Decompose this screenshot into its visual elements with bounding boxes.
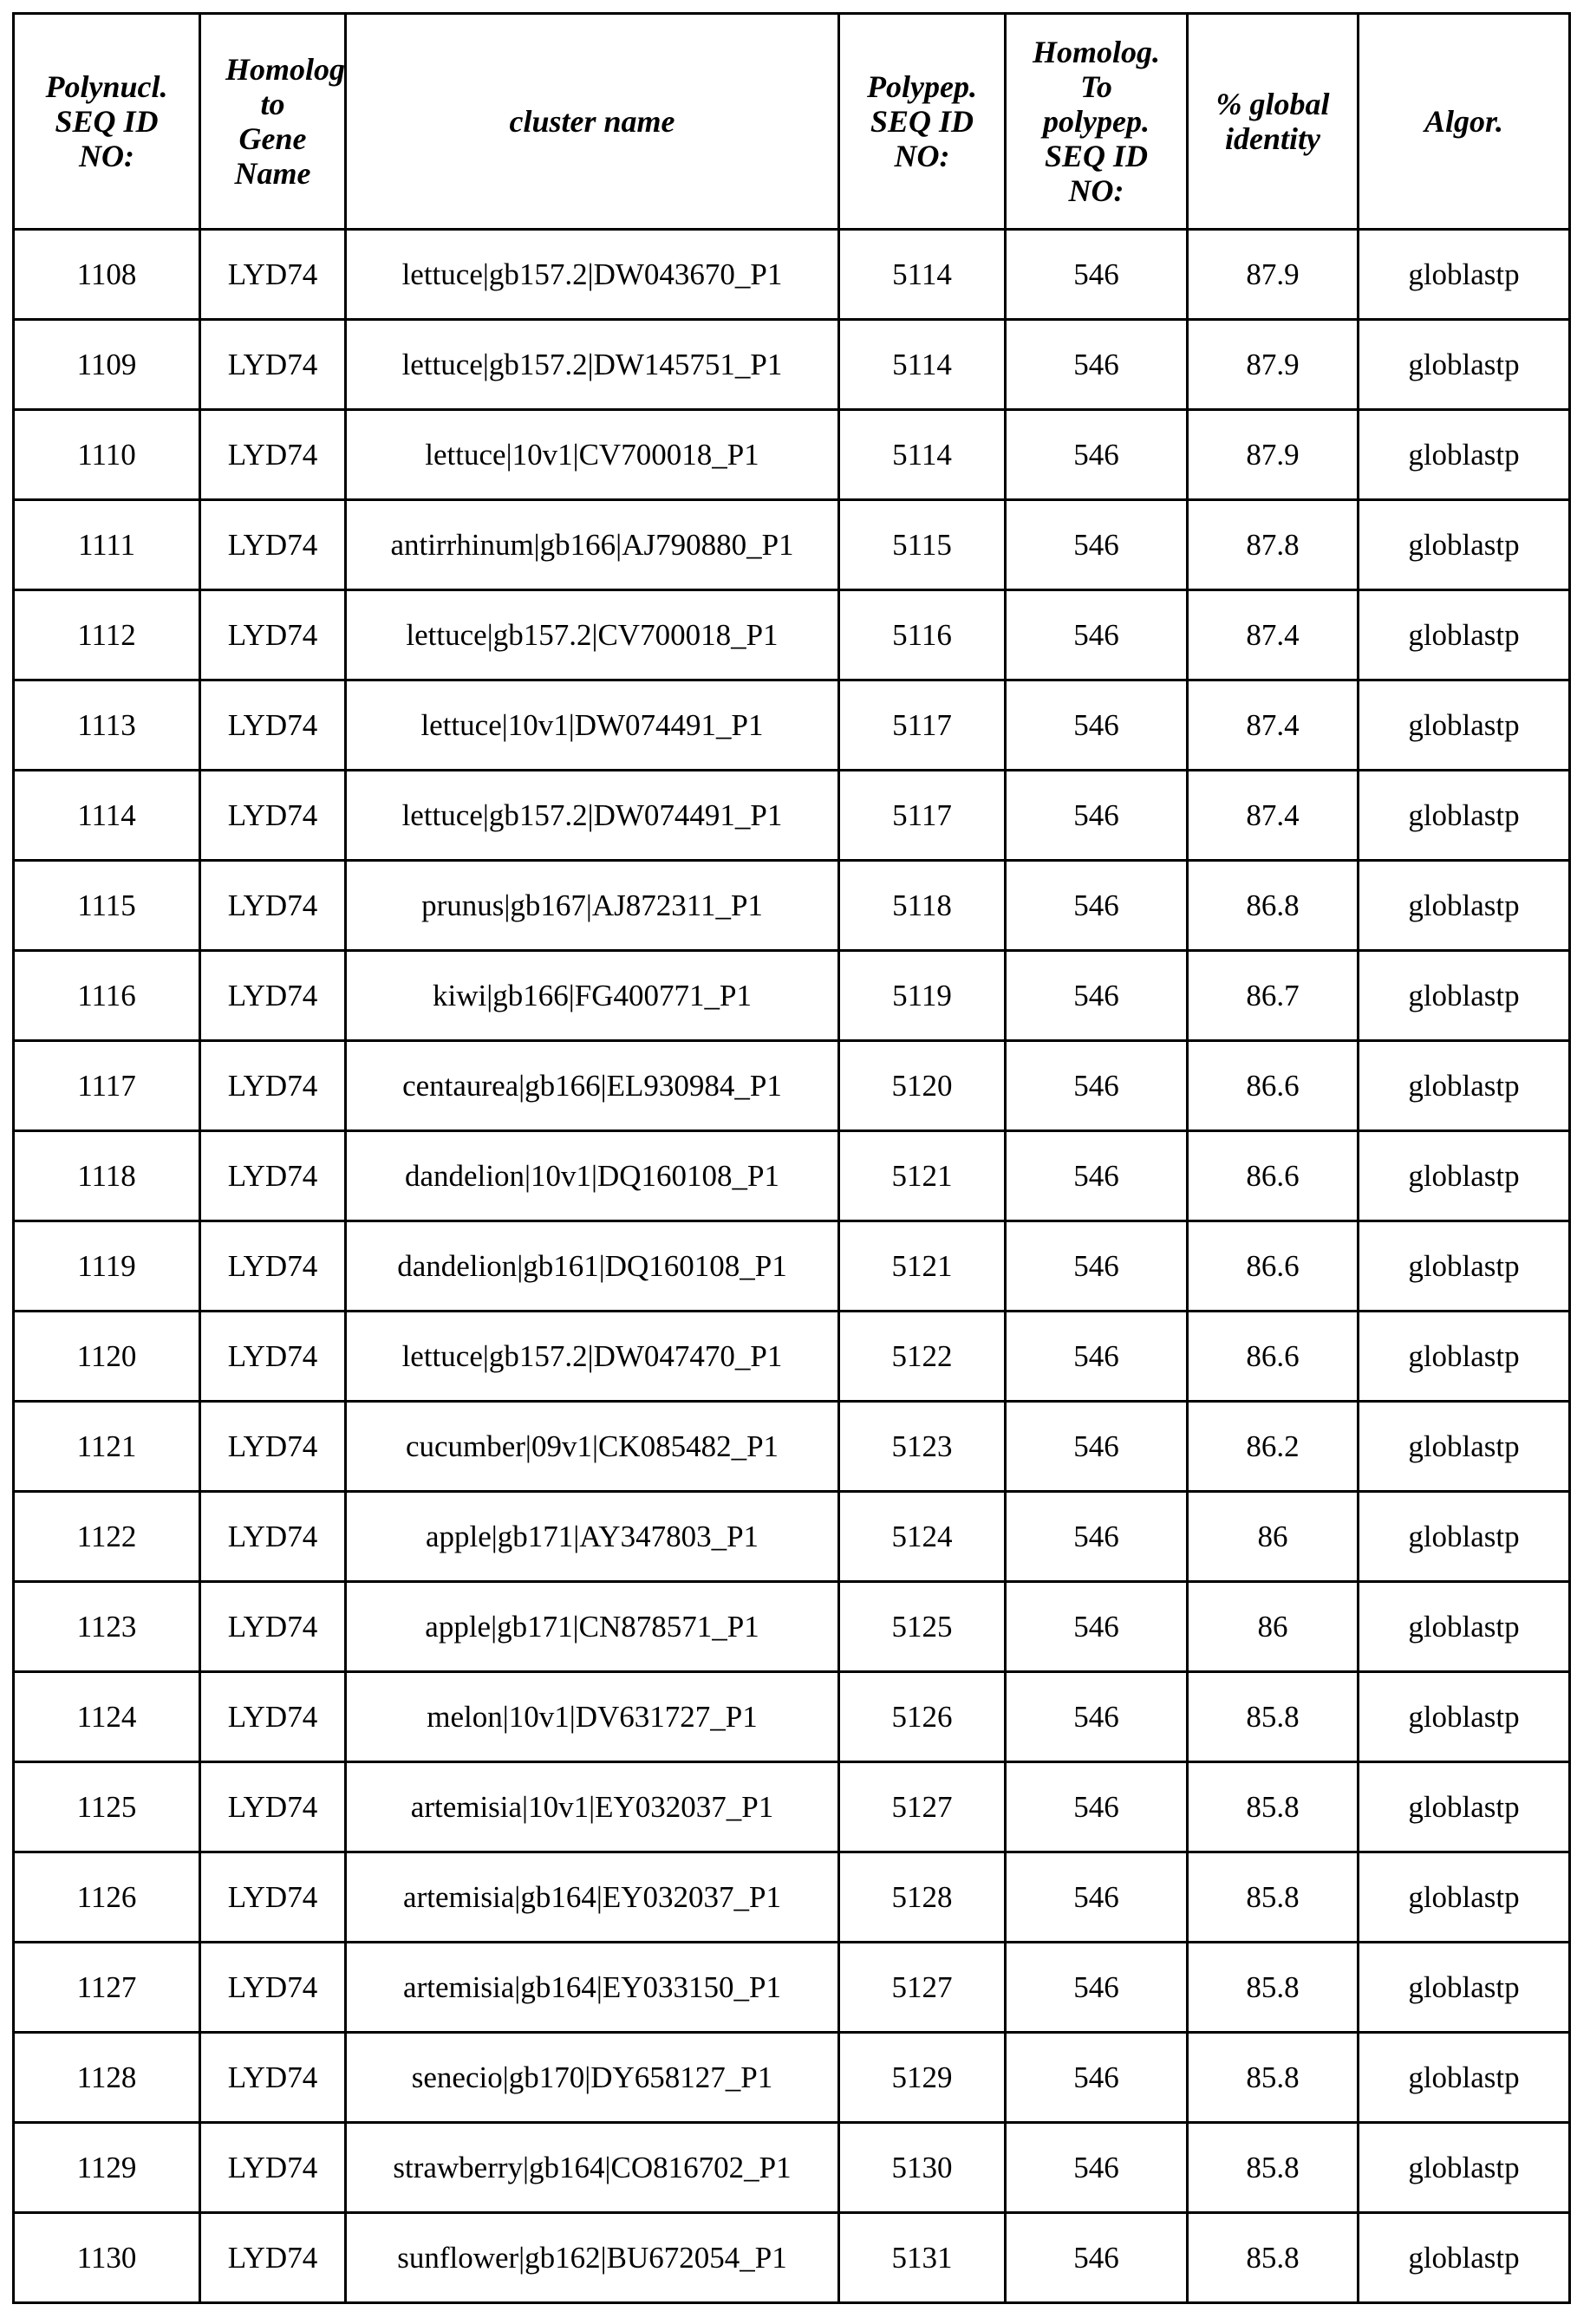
cell-polypeptide-seq-id: 5114: [839, 230, 1006, 320]
cell-cluster-name: lettuce|gb157.2|CV700018_P1: [346, 590, 839, 680]
cell-algorithm: globlastp: [1359, 1492, 1570, 1582]
header-global-identity: % global identity: [1188, 14, 1359, 230]
cell-algorithm: globlastp: [1359, 1312, 1570, 1402]
cell-gene-name: LYD74: [200, 230, 346, 320]
cell-polypeptide-seq-id: 5123: [839, 1402, 1006, 1492]
cell-polynucleotide-seq-id: 1117: [14, 1041, 200, 1131]
cell-algorithm: globlastp: [1359, 1762, 1570, 1852]
cell-polypeptide-seq-id: 5129: [839, 2033, 1006, 2123]
cell-cluster-name: lettuce|gb157.2|DW145751_P1: [346, 320, 839, 410]
cell-global-identity: 86.2: [1188, 1402, 1359, 1492]
cell-polynucleotide-seq-id: 1121: [14, 1402, 200, 1492]
cell-cluster-name: kiwi|gb166|FG400771_P1: [346, 951, 839, 1041]
cell-algorithm: globlastp: [1359, 500, 1570, 590]
cell-cluster-name: lettuce|10v1|DW074491_P1: [346, 680, 839, 771]
cell-polypeptide-seq-id: 5127: [839, 1762, 1006, 1852]
cell-polypeptide-seq-id: 5121: [839, 1221, 1006, 1312]
cell-polynucleotide-seq-id: 1119: [14, 1221, 200, 1312]
cell-global-identity: 86.6: [1188, 1131, 1359, 1221]
table-row: [14, 2213, 1570, 2303]
header-cluster-name: cluster name: [346, 14, 839, 230]
cell-algorithm: globlastp: [1359, 1131, 1570, 1221]
cell-gene-name: LYD74: [200, 1402, 346, 1492]
table-row: [14, 1672, 1570, 1762]
cell-global-identity: 86.7: [1188, 951, 1359, 1041]
cell-polypeptide-seq-id: 5121: [839, 1131, 1006, 1221]
cell-homolog-polypeptide-seq-id: 546: [1006, 1402, 1188, 1492]
cell-homolog-polypeptide-seq-id: 546: [1006, 951, 1188, 1041]
cell-gene-name: LYD74: [200, 320, 346, 410]
cell-polynucleotide-seq-id: 1125: [14, 1762, 200, 1852]
cell-polynucleotide-seq-id: 1128: [14, 2033, 200, 2123]
header-algorithm: Algor.: [1359, 14, 1570, 230]
homolog-table: [12, 12, 1571, 2304]
cell-global-identity: 85.8: [1188, 1762, 1359, 1852]
cell-algorithm: globlastp: [1359, 1943, 1570, 2033]
cell-cluster-name: lettuce|gb157.2|DW047470_P1: [346, 1312, 839, 1402]
table-row: [14, 2123, 1570, 2213]
cell-polypeptide-seq-id: 5127: [839, 1943, 1006, 2033]
cell-homolog-polypeptide-seq-id: 546: [1006, 861, 1188, 951]
cell-gene-name: LYD74: [200, 1943, 346, 2033]
cell-polynucleotide-seq-id: 1112: [14, 590, 200, 680]
cell-gene-name: LYD74: [200, 2213, 346, 2303]
cell-global-identity: 85.8: [1188, 2033, 1359, 2123]
cell-homolog-polypeptide-seq-id: 546: [1006, 500, 1188, 590]
cell-polynucleotide-seq-id: 1111: [14, 500, 200, 590]
cell-homolog-polypeptide-seq-id: 546: [1006, 680, 1188, 771]
table-row: [14, 1041, 1570, 1131]
cell-gene-name: LYD74: [200, 2033, 346, 2123]
cell-global-identity: 87.9: [1188, 410, 1359, 500]
cell-gene-name: LYD74: [200, 680, 346, 771]
table-row: [14, 500, 1570, 590]
cell-algorithm: globlastp: [1359, 861, 1570, 951]
cell-global-identity: 85.8: [1188, 2213, 1359, 2303]
cell-cluster-name: melon|10v1|DV631727_P1: [346, 1672, 839, 1762]
cell-global-identity: 87.9: [1188, 230, 1359, 320]
cell-cluster-name: dandelion|10v1|DQ160108_P1: [346, 1131, 839, 1221]
cell-algorithm: globlastp: [1359, 951, 1570, 1041]
cell-polypeptide-seq-id: 5128: [839, 1852, 1006, 1943]
header-homolog-polypeptide-seq-id: Homolog. To polypep. SEQ ID NO:: [1006, 14, 1188, 230]
cell-algorithm: globlastp: [1359, 2123, 1570, 2213]
cell-global-identity: 87.9: [1188, 320, 1359, 410]
cell-gene-name: LYD74: [200, 1221, 346, 1312]
cell-homolog-polypeptide-seq-id: 546: [1006, 1582, 1188, 1672]
table-row: [14, 1582, 1570, 1672]
cell-global-identity: 85.8: [1188, 1852, 1359, 1943]
cell-gene-name: LYD74: [200, 1762, 346, 1852]
cell-global-identity: 86.8: [1188, 861, 1359, 951]
cell-cluster-name: antirrhinum|gb166|AJ790880_P1: [346, 500, 839, 590]
cell-polynucleotide-seq-id: 1113: [14, 680, 200, 771]
cell-homolog-polypeptide-seq-id: 546: [1006, 1492, 1188, 1582]
cell-homolog-polypeptide-seq-id: 546: [1006, 1221, 1188, 1312]
cell-cluster-name: cucumber|09v1|CK085482_P1: [346, 1402, 839, 1492]
header-row: [14, 14, 1570, 230]
cell-homolog-polypeptide-seq-id: 546: [1006, 2123, 1188, 2213]
cell-cluster-name: apple|gb171|AY347803_P1: [346, 1492, 839, 1582]
table-row: [14, 680, 1570, 771]
cell-cluster-name: dandelion|gb161|DQ160108_P1: [346, 1221, 839, 1312]
cell-homolog-polypeptide-seq-id: 546: [1006, 1762, 1188, 1852]
cell-algorithm: globlastp: [1359, 1672, 1570, 1762]
cell-homolog-polypeptide-seq-id: 546: [1006, 2213, 1188, 2303]
table-body: [14, 230, 1570, 2303]
cell-cluster-name: senecio|gb170|DY658127_P1: [346, 2033, 839, 2123]
cell-polynucleotide-seq-id: 1123: [14, 1582, 200, 1672]
table-row: [14, 1221, 1570, 1312]
table-row: [14, 2033, 1570, 2123]
table-row: [14, 1492, 1570, 1582]
cell-gene-name: LYD74: [200, 1131, 346, 1221]
table-row: [14, 1131, 1570, 1221]
cell-global-identity: 86.6: [1188, 1221, 1359, 1312]
cell-gene-name: LYD74: [200, 590, 346, 680]
cell-polynucleotide-seq-id: 1130: [14, 2213, 200, 2303]
cell-cluster-name: lettuce|10v1|CV700018_P1: [346, 410, 839, 500]
cell-algorithm: globlastp: [1359, 1221, 1570, 1312]
cell-polynucleotide-seq-id: 1110: [14, 410, 200, 500]
cell-algorithm: globlastp: [1359, 680, 1570, 771]
cell-global-identity: 86.6: [1188, 1041, 1359, 1131]
cell-homolog-polypeptide-seq-id: 546: [1006, 230, 1188, 320]
cell-homolog-polypeptide-seq-id: 546: [1006, 320, 1188, 410]
cell-polypeptide-seq-id: 5117: [839, 680, 1006, 771]
cell-polynucleotide-seq-id: 1122: [14, 1492, 200, 1582]
cell-algorithm: globlastp: [1359, 320, 1570, 410]
cell-polypeptide-seq-id: 5119: [839, 951, 1006, 1041]
cell-polynucleotide-seq-id: 1118: [14, 1131, 200, 1221]
cell-homolog-polypeptide-seq-id: 546: [1006, 590, 1188, 680]
table-row: [14, 320, 1570, 410]
cell-gene-name: LYD74: [200, 1041, 346, 1131]
cell-homolog-polypeptide-seq-id: 546: [1006, 1041, 1188, 1131]
cell-algorithm: globlastp: [1359, 2033, 1570, 2123]
cell-cluster-name: artemisia|gb164|EY033150_P1: [346, 1943, 839, 2033]
header-polypeptide-seq-id: Polypep. SEQ ID NO:: [839, 14, 1006, 230]
cell-gene-name: LYD74: [200, 500, 346, 590]
cell-algorithm: globlastp: [1359, 1402, 1570, 1492]
cell-gene-name: LYD74: [200, 1492, 346, 1582]
cell-algorithm: globlastp: [1359, 2213, 1570, 2303]
cell-gene-name: LYD74: [200, 951, 346, 1041]
cell-polypeptide-seq-id: 5117: [839, 771, 1006, 861]
cell-polynucleotide-seq-id: 1124: [14, 1672, 200, 1762]
table-row: [14, 771, 1570, 861]
cell-algorithm: globlastp: [1359, 230, 1570, 320]
cell-homolog-polypeptide-seq-id: 546: [1006, 1672, 1188, 1762]
cell-cluster-name: prunus|gb167|AJ872311_P1: [346, 861, 839, 951]
cell-cluster-name: artemisia|10v1|EY032037_P1: [346, 1762, 839, 1852]
cell-gene-name: LYD74: [200, 771, 346, 861]
cell-polypeptide-seq-id: 5124: [839, 1492, 1006, 1582]
cell-polypeptide-seq-id: 5125: [839, 1582, 1006, 1672]
cell-gene-name: LYD74: [200, 2123, 346, 2213]
cell-polypeptide-seq-id: 5118: [839, 861, 1006, 951]
cell-algorithm: globlastp: [1359, 771, 1570, 861]
cell-global-identity: 86.6: [1188, 1312, 1359, 1402]
cell-polypeptide-seq-id: 5120: [839, 1041, 1006, 1131]
cell-homolog-polypeptide-seq-id: 546: [1006, 410, 1188, 500]
cell-polynucleotide-seq-id: 1114: [14, 771, 200, 861]
cell-gene-name: LYD74: [200, 861, 346, 951]
cell-global-identity: 87.4: [1188, 680, 1359, 771]
cell-polynucleotide-seq-id: 1116: [14, 951, 200, 1041]
cell-algorithm: globlastp: [1359, 1582, 1570, 1672]
cell-gene-name: LYD74: [200, 1582, 346, 1672]
table-row: [14, 1402, 1570, 1492]
cell-polynucleotide-seq-id: 1109: [14, 320, 200, 410]
cell-gene-name: LYD74: [200, 410, 346, 500]
table-row: [14, 410, 1570, 500]
cell-polynucleotide-seq-id: 1108: [14, 230, 200, 320]
header-homolog-gene-name: Homolog to Gene Name: [200, 14, 346, 230]
cell-polypeptide-seq-id: 5122: [839, 1312, 1006, 1402]
cell-polynucleotide-seq-id: 1126: [14, 1852, 200, 1943]
cell-polypeptide-seq-id: 5114: [839, 410, 1006, 500]
cell-polypeptide-seq-id: 5131: [839, 2213, 1006, 2303]
cell-gene-name: LYD74: [200, 1312, 346, 1402]
header-polynucleotide-seq-id: Polynucl. SEQ ID NO:: [14, 14, 200, 230]
cell-polynucleotide-seq-id: 1115: [14, 861, 200, 951]
table-row: [14, 1852, 1570, 1943]
cell-homolog-polypeptide-seq-id: 546: [1006, 1943, 1188, 2033]
cell-global-identity: 87.4: [1188, 590, 1359, 680]
cell-polypeptide-seq-id: 5114: [839, 320, 1006, 410]
cell-global-identity: 87.8: [1188, 500, 1359, 590]
table-row: [14, 1762, 1570, 1852]
cell-homolog-polypeptide-seq-id: 546: [1006, 1131, 1188, 1221]
cell-algorithm: globlastp: [1359, 1041, 1570, 1131]
cell-global-identity: 85.8: [1188, 1672, 1359, 1762]
cell-gene-name: LYD74: [200, 1672, 346, 1762]
cell-global-identity: 85.8: [1188, 2123, 1359, 2213]
cell-homolog-polypeptide-seq-id: 546: [1006, 771, 1188, 861]
cell-global-identity: 86: [1188, 1582, 1359, 1672]
table-row: [14, 1312, 1570, 1402]
table-row: [14, 861, 1570, 951]
cell-polynucleotide-seq-id: 1127: [14, 1943, 200, 2033]
cell-algorithm: globlastp: [1359, 410, 1570, 500]
table-row: [14, 590, 1570, 680]
cell-global-identity: 86: [1188, 1492, 1359, 1582]
cell-polypeptide-seq-id: 5126: [839, 1672, 1006, 1762]
cell-polypeptide-seq-id: 5115: [839, 500, 1006, 590]
cell-homolog-polypeptide-seq-id: 546: [1006, 2033, 1188, 2123]
cell-cluster-name: centaurea|gb166|EL930984_P1: [346, 1041, 839, 1131]
cell-cluster-name: lettuce|gb157.2|DW043670_P1: [346, 230, 839, 320]
cell-algorithm: globlastp: [1359, 590, 1570, 680]
cell-homolog-polypeptide-seq-id: 546: [1006, 1312, 1188, 1402]
cell-cluster-name: lettuce|gb157.2|DW074491_P1: [346, 771, 839, 861]
cell-polypeptide-seq-id: 5130: [839, 2123, 1006, 2213]
cell-polypeptide-seq-id: 5116: [839, 590, 1006, 680]
cell-cluster-name: apple|gb171|CN878571_P1: [346, 1582, 839, 1672]
cell-cluster-name: sunflower|gb162|BU672054_P1: [346, 2213, 839, 2303]
table-row: [14, 230, 1570, 320]
cell-global-identity: 85.8: [1188, 1943, 1359, 2033]
cell-polynucleotide-seq-id: 1129: [14, 2123, 200, 2213]
cell-cluster-name: strawberry|gb164|CO816702_P1: [346, 2123, 839, 2213]
cell-gene-name: LYD74: [200, 1852, 346, 1943]
table-row: [14, 951, 1570, 1041]
cell-homolog-polypeptide-seq-id: 546: [1006, 1852, 1188, 1943]
table-row: [14, 1943, 1570, 2033]
cell-global-identity: 87.4: [1188, 771, 1359, 861]
cell-polynucleotide-seq-id: 1120: [14, 1312, 200, 1402]
cell-cluster-name: artemisia|gb164|EY032037_P1: [346, 1852, 839, 1943]
cell-algorithm: globlastp: [1359, 1852, 1570, 1943]
